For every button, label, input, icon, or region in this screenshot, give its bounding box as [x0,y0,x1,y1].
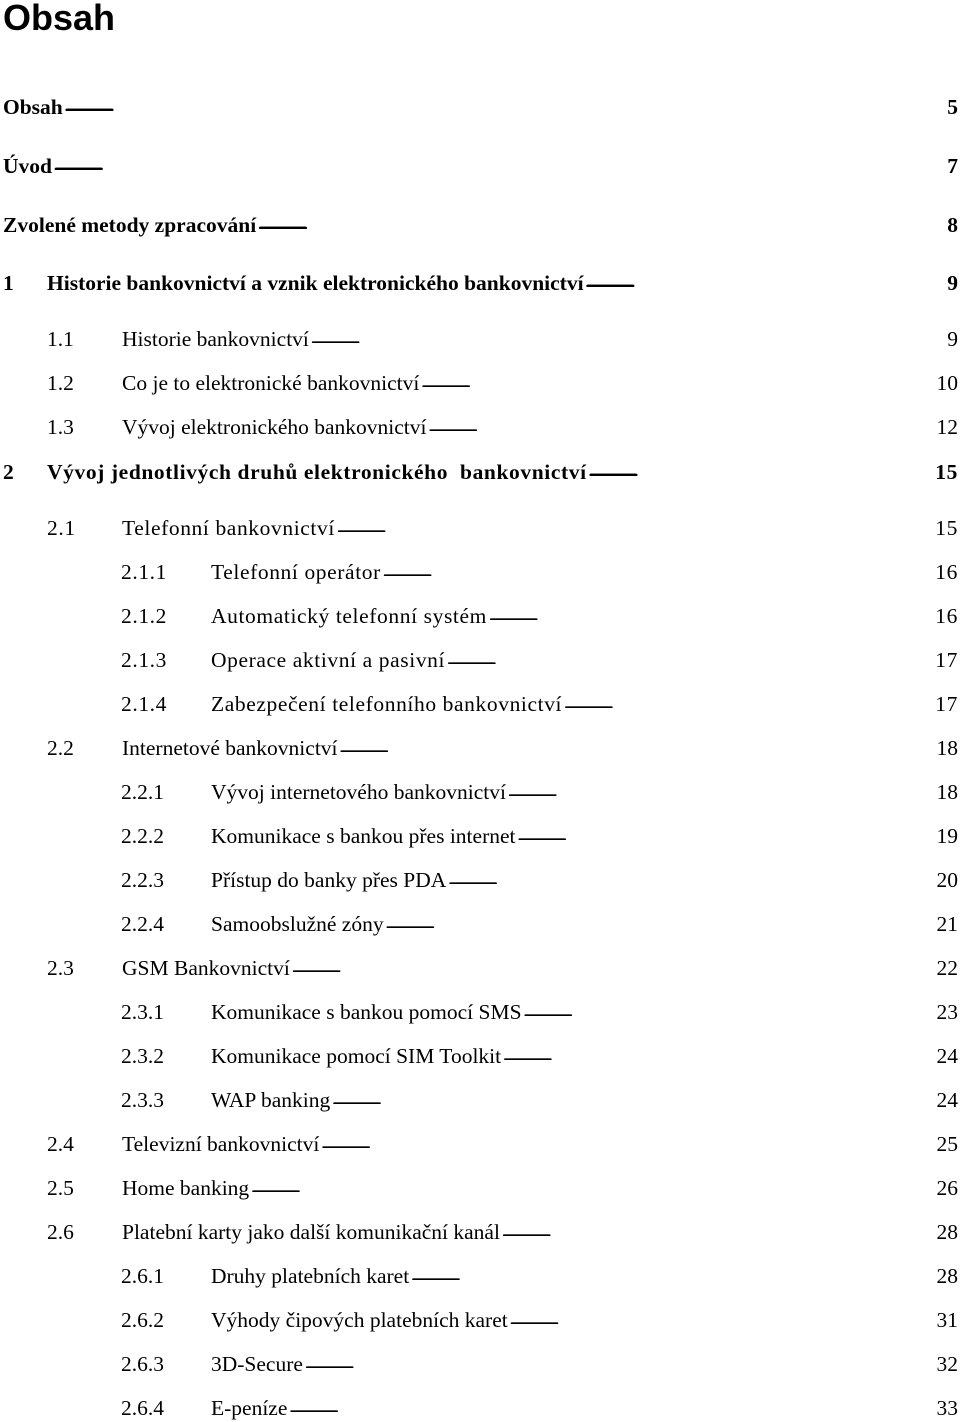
toc-entry[interactable] [3,208,958,238]
toc-entry-number: 2 [3,460,15,484]
dot-leader [589,466,934,480]
toc-entry-number: 2.2.1 [121,780,164,804]
dot-leader [421,377,934,391]
toc-entry-page: 33 [936,1396,958,1420]
toc-entry[interactable] [121,1391,958,1421]
toc-entry[interactable] [121,599,958,629]
toc-entry-title: Vývoj elektronického bankovnictví [122,415,427,439]
toc-entry-page: 26 [936,1176,958,1200]
toc-entry[interactable] [121,1039,958,1069]
toc-entry-page: 31 [936,1308,958,1332]
dot-leader [503,1050,934,1064]
toc-entry[interactable] [47,951,958,981]
dot-leader [332,1094,934,1108]
toc-entry-number: 2.2 [47,736,74,760]
toc-entry-title: Home banking [122,1176,250,1200]
toc-entry-number: 2.6.3 [121,1352,164,1376]
toc-entry-title: Telefonní operátor [211,560,381,584]
toc-entry-number: 1.2 [47,371,74,395]
toc-entry-number: 1 [3,271,14,295]
dot-leader [564,698,933,712]
toc-entry-page: 9 [947,271,958,295]
toc-entry-number: 2.4 [47,1132,74,1156]
toc-entry[interactable] [47,1215,958,1245]
toc-entry-page: 32 [936,1352,958,1376]
toc-entry-title: Co je to elektronické bankovnictví [122,371,420,395]
dot-leader [340,742,935,756]
toc-entry-number: 2.6.4 [121,1396,164,1420]
toc-entry-number: 1.1 [47,327,74,351]
toc-entry-page: 25 [936,1132,958,1156]
toc-entry-number: 2.1.2 [121,604,167,628]
toc-entry-title: GSM Bankovnictví [122,956,290,980]
toc-entry-page: 12 [936,415,958,439]
toc-entry-page: 10 [936,371,958,395]
dot-leader [337,522,933,536]
toc-entry-number: 2.1.4 [121,692,167,716]
toc-entry-page: 18 [936,780,958,804]
toc-entry-title: Komunikace s bankou přes internet [211,824,516,848]
toc-entry[interactable] [47,410,958,440]
toc-entry-number: 2.2.4 [121,912,164,936]
toc-entry[interactable] [47,322,958,352]
dot-leader [321,1138,934,1152]
toc-entry-page: 22 [936,956,958,980]
toc-entry-title: Komunikace s bankou pomocí SMS [211,1000,522,1024]
dot-leader [258,219,945,233]
dot-leader [429,421,935,435]
toc-entry-number: 2.6.1 [121,1264,164,1288]
toc-entry[interactable] [121,1347,958,1377]
toc-entry-title: Internetové bankovnictví [122,736,338,760]
toc-entry-number: 2.3.2 [121,1044,164,1068]
toc-entry-number: 2.1.3 [121,648,167,672]
toc-entry-number: 2.3.3 [121,1088,164,1112]
dot-leader [292,962,935,976]
dot-leader [447,654,933,668]
toc-entry[interactable] [121,907,958,937]
dot-leader [411,1270,934,1284]
dot-leader [510,1314,935,1328]
toc-entry-page: 17 [935,692,958,716]
toc-entry-page: 17 [935,648,958,672]
toc-entry[interactable] [121,1083,958,1113]
toc-entry[interactable] [47,1127,958,1157]
toc-entry-page: 19 [936,824,958,848]
toc-entry[interactable] [3,90,958,120]
toc-entry-number: 1.3 [47,415,74,439]
toc-entry-title: Platební karty jako další komunikační kanál [122,1220,500,1244]
toc-entry-page: 20 [936,868,958,892]
dot-leader [524,1006,935,1020]
toc-entry-page: 23 [936,1000,958,1024]
toc-entry-number: 2.6 [47,1220,74,1244]
dot-leader [489,610,933,624]
toc-entry-title: Historie bankovnictví [122,327,309,351]
dot-leader [386,918,935,932]
dot-leader [448,874,934,888]
toc-entry-number: 2.3.1 [121,1000,164,1024]
dot-leader [289,1402,934,1416]
toc-entry[interactable] [3,149,958,179]
toc-entry-page: 5 [947,95,958,119]
toc-entry-page: 18 [936,736,958,760]
toc-entry-number: 2.3 [47,956,74,980]
toc-entry-title: Přístup do banky přes PDA [211,868,447,892]
toc-entry[interactable] [47,366,958,396]
dot-leader [54,160,945,174]
dot-leader [311,333,945,347]
toc-entry-title: Historie bankovnictví a vznik elektronického bankovnictví [47,271,584,295]
toc-entry-title: 3D-Secure [211,1352,303,1376]
dot-leader [251,1182,934,1196]
toc-entry[interactable] [3,455,958,485]
toc-entry-title: Druhy platebních karet [211,1264,410,1288]
toc-entry-page: 24 [936,1044,958,1068]
toc-entry[interactable] [121,1259,958,1289]
toc-entry-number: 2.2.3 [121,868,164,892]
toc-entry[interactable] [121,555,958,585]
toc-entry-title: Vývoj jednotlivých druhů elektronického bankovnictví [47,460,587,484]
toc-entry[interactable] [47,1171,958,1201]
toc-entry[interactable] [121,863,958,893]
dot-leader [383,566,933,580]
toc-entry-title: Komunikace pomocí SIM Toolkit [211,1044,502,1068]
toc-entry-number: 2.5 [47,1176,74,1200]
toc-entry-page: 15 [935,460,958,484]
dot-leader [586,277,946,291]
toc-entry-number: 2.1.1 [121,560,167,584]
toc-entry[interactable] [121,995,958,1025]
toc-entry-number: 2.6.2 [121,1308,164,1332]
toc-entry-title: Televizní bankovnictví [122,1132,320,1156]
toc-entry-page: 8 [947,213,958,237]
toc-entry[interactable] [121,819,958,849]
toc-entry-title: Telefonní bankovnictví [122,516,335,540]
dot-leader [502,1226,935,1240]
toc-entry-page: 16 [935,560,958,584]
toc-entry-title: Samoobslužné zóny [211,912,384,936]
toc-entry[interactable] [121,643,958,673]
page-title: Obsah [3,0,116,38]
toc-entry-page: 7 [947,154,958,178]
toc-entry-title: Zvolené metody zpracování [3,213,257,237]
toc-entry[interactable] [47,731,958,761]
toc-entry-title: Úvod [3,154,52,178]
toc-entry-page: 24 [936,1088,958,1112]
toc-entry-page: 9 [947,327,958,351]
toc-entry-title: Výhody čipových platebních karet [211,1308,508,1332]
toc-entry-title: Zabezpečení telefonního bankovnictví [211,692,563,716]
toc-entry-title: E-peníze [211,1396,288,1420]
toc-entry-page: 16 [935,604,958,628]
toc-entry-title: WAP banking [211,1088,331,1112]
toc-entry[interactable] [3,266,958,296]
toc-entry-number: 2.2.2 [121,824,164,848]
toc-entry-title: Automatický telefonní systém [211,604,487,628]
toc-entry-title: Obsah [3,95,63,119]
toc-entry-title: Operace aktivní a pasivní [211,648,446,672]
dot-leader [518,830,935,844]
toc-entry[interactable] [47,511,958,541]
toc-entry-page: 28 [936,1264,958,1288]
toc-entry[interactable] [121,687,958,717]
toc-entry-page: 15 [935,516,958,540]
toc-entry[interactable] [121,1303,958,1333]
dot-leader [305,1358,935,1372]
dot-leader [508,786,935,800]
toc-entry-page: 21 [936,912,958,936]
dot-leader [65,101,945,115]
toc-entry-title: Vývoj internetového bankovnictví [211,780,506,804]
toc-entry-number: 2.1 [47,516,76,540]
toc-entry[interactable] [121,775,958,805]
toc-entry-page: 28 [936,1220,958,1244]
